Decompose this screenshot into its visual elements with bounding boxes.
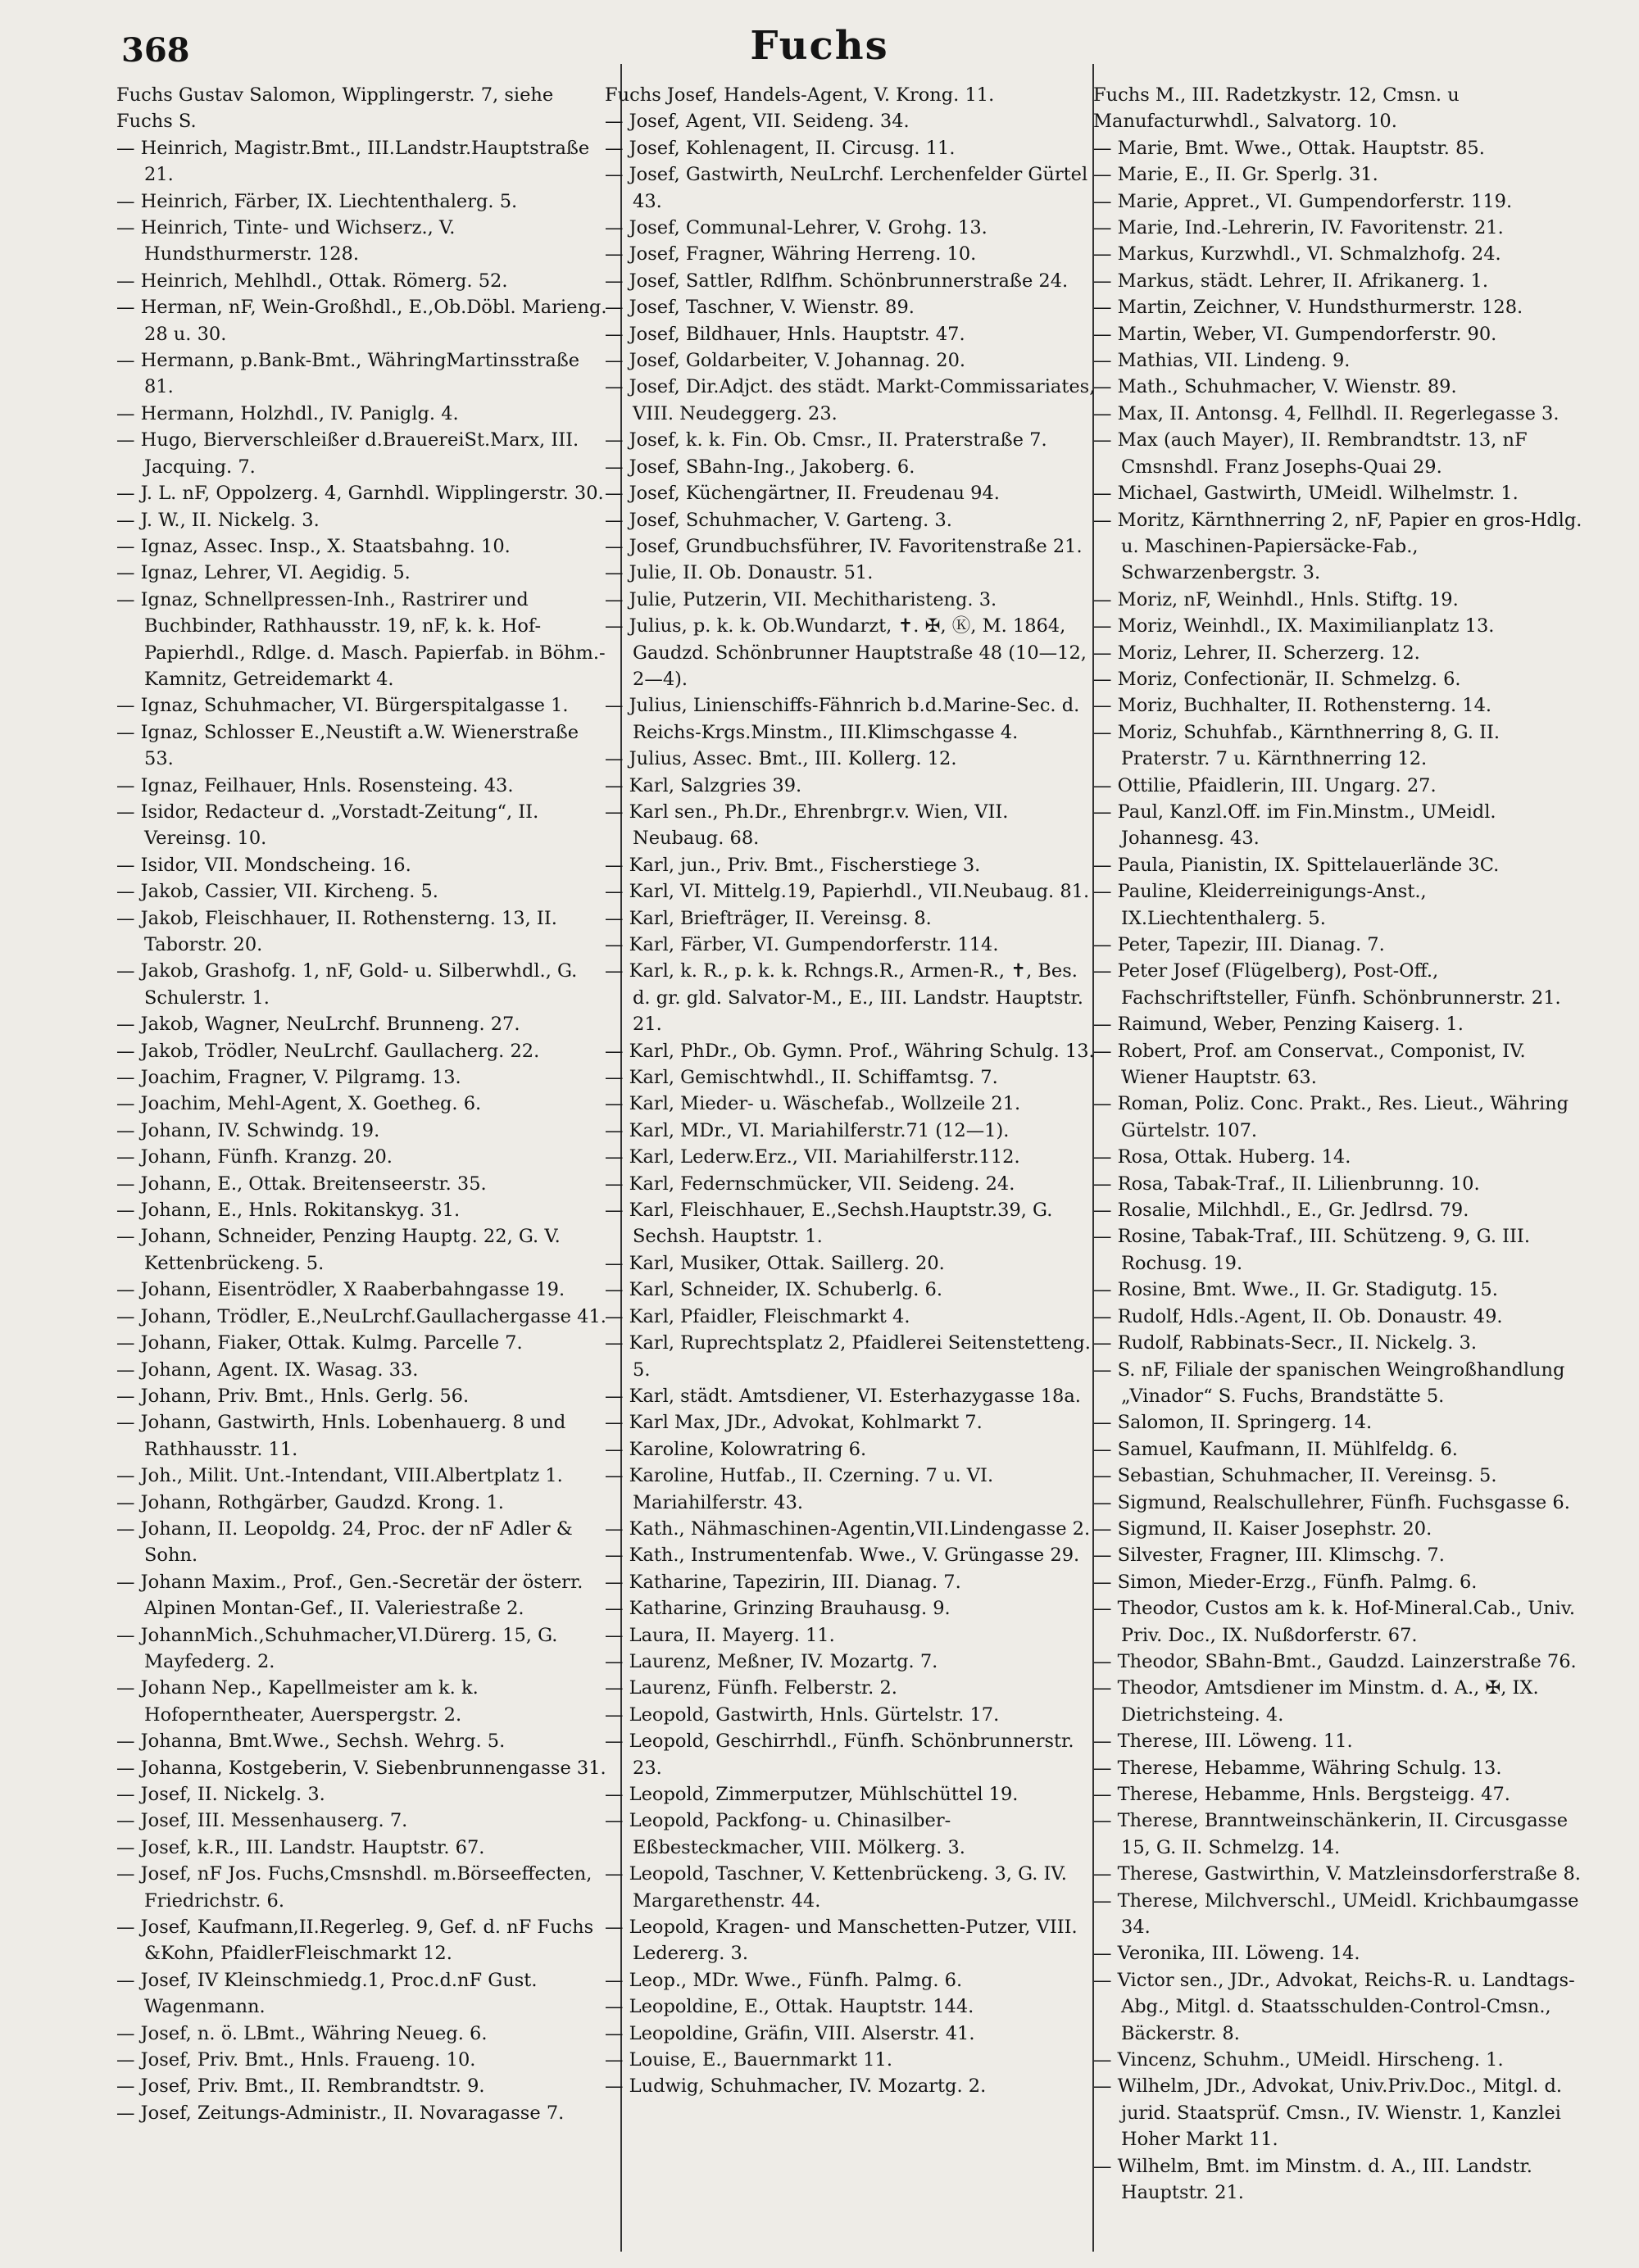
directory-entry: — Johann, Priv. Bmt., Hnls. Gerlg. 56. xyxy=(116,1385,470,1407)
directory-entry: — Markus, städt. Lehrer, II. Afrikanerg. 1. xyxy=(1093,270,1488,292)
directory-entry: — Wilhelm, JDr., Advokat, Univ.Priv.Doc., Mitgl. d. jurid. Staatsprüf. Cmsn., IV. Wienstr. 1, Kanzlei Hoher Markt 11. xyxy=(1093,2075,1563,2151)
directory-entry: — Samuel, Kaufmann, II. Mühlfeldg. 6. xyxy=(1093,1438,1458,1460)
directory-entry: — Julius, p. k. k. Ob.Wundarzt, ✝. ✠, Ⓚ, M. 1864, Gaudzd. Schönbrunner Hauptstraße 48 (10—12, 2—4). xyxy=(605,615,1087,690)
directory-entry: — Johann, Schneider, Penzing Hauptg. 22, G. V. Kettenbrückeng. 5. xyxy=(116,1226,561,1274)
directory-entry: — Ludwig, Schuhmacher, IV. Mozartg. 2. xyxy=(605,2075,987,2098)
directory-entry: — Max, II. Antonsg. 4, Fellhdl. II. Regerlegasse 3. xyxy=(1093,402,1560,424)
directory-entry: — Rosa, Tabak-Traf., II. Lilienbrunng. 10. xyxy=(1093,1173,1480,1195)
directory-entry: — Karl, Fleischhauer, E.,Sechsh.Hauptstr.39, G. Sechsh. Hauptstr. 1. xyxy=(605,1200,1053,1248)
directory-entry: — Josef, Goldarbeiter, V. Johannag. 20. xyxy=(605,350,966,372)
directory-entry: — Leopoldine, Gräfin, VIII. Alserstr. 41. xyxy=(605,2022,975,2044)
directory-entry: — Karl, PhDr., Ob. Gymn. Prof., Währing Schulg. 13. xyxy=(605,1040,1095,1062)
directory-entry: — Moriz, Confectionär, II. Schmelzg. 6. xyxy=(1093,668,1461,690)
directory-entry: — Laurenz, Meßner, IV. Mozartg. 7. xyxy=(605,1650,938,1672)
directory-entry: — Moritz, Kärnthnerring 2, nF, Papier en gros-Hdlg. u. Maschinen-Papiersäcke-Fab., Schwarzenbergstr. 3. xyxy=(1093,509,1582,584)
directory-entry: — J. W., II. Nickelg. 3. xyxy=(116,509,320,531)
directory-entry: — Josef, Taschner, V. Wienstr. 89. xyxy=(605,297,915,319)
directory-entry: — Karl, Lederw.Erz., VII. Mariahilferstr.112. xyxy=(605,1146,1020,1168)
directory-entry: — Johann, Trödler, E.,NeuLrchf.Gaullachergasse 41. xyxy=(116,1305,606,1327)
directory-entry: — J. L. nF, Oppolzerg. 4, Garnhdl. Wipplingerstr. 30. xyxy=(116,483,604,505)
directory-entry: — Josef, Priv. Bmt., Hnls. Fraueng. 10. xyxy=(116,2049,476,2071)
directory-entry: — Marie, E., II. Gr. Sperlg. 31. xyxy=(1093,164,1378,186)
directory-entry: — Laurenz, Fünfh. Felberstr. 2. xyxy=(605,1677,897,1699)
directory-entry: — Kath., Instrumentenfab. Wwe., V. Grüngasse 29. xyxy=(605,1545,1080,1567)
directory-entry: — Jakob, Cassier, VII. Kircheng. 5. xyxy=(116,881,438,903)
directory-entry: — Jakob, Fleischhauer, II. Rothensterng. 13, II. Taborstr. 20. xyxy=(116,907,557,955)
directory-entry: — Herman, nF, Wein-Großhdl., E.,Ob.Döbl. Marieng. 28 u. 30. xyxy=(116,297,607,345)
directory-entry: — Karoline, Hutfab., II. Czerning. 7 u. VI. Mariahilferstr. 43. xyxy=(605,1465,994,1513)
directory-entry: — Joh., Milit. Unt.-Intendant, VIII.Albertplatz 1. xyxy=(116,1465,563,1487)
directory-entry: — Martin, Zeichner, V. Hundsthurmerstr. 128. xyxy=(1093,297,1523,319)
directory-entry: — Leopold, Kragen- und Manschetten-Putzer, VIII. Ledererg. 3. xyxy=(605,1916,1078,1965)
directory-entry: — Therese, Gastwirthin, V. Matzleinsdorferstraße 8. xyxy=(1093,1863,1581,1885)
directory-entry: — Vincenz, Schuhm., UMeidl. Hirscheng. 1. xyxy=(1093,2049,1504,2071)
directory-entry: — Roman, Poliz. Conc. Prakt., Res. Lieut., Währing Gürtelstr. 107. xyxy=(1093,1093,1569,1141)
directory-entry: — Leopold, Taschner, V. Kettenbrückeng. 3, G. IV. Margarethenstr. 44. xyxy=(605,1863,1067,1912)
directory-entry: — Josef, III. Messenhauserg. 7. xyxy=(116,1810,408,1832)
directory-entry: — Karl, Briefträger, II. Vereinsg. 8. xyxy=(605,907,932,929)
directory-entry: — Silvester, Fragner, III. Klimschg. 7. xyxy=(1093,1545,1445,1567)
directory-entry: — Katharine, Grinzing Brauhausg. 9. xyxy=(605,1598,951,1620)
directory-entry: — Mathias, VII. Lindeng. 9. xyxy=(1093,350,1351,372)
directory-entry: — Max (auch Mayer), II. Rembrandtstr. 13, nF Cmsnshdl. Franz Josephs-Quai 29. xyxy=(1093,429,1528,478)
directory-entry: — Leopold, Zimmerputzer, Mühlschüttel 19. xyxy=(605,1784,1019,1805)
directory-entry: — Josef, IV Kleinschmiedg.1, Proc.d.nF Gust. Wagenmann. xyxy=(116,1969,538,2018)
directory-entry: — Josef, Priv. Bmt., II. Rembrandtstr. 9. xyxy=(116,2075,485,2098)
directory-entry: — Leopold, Packfong- u. Chinasilber-Eßbesteckmacher, VIII. Mölkerg. 3. xyxy=(605,1810,965,1858)
directory-entry: — Isidor, VII. Mondscheing. 16. xyxy=(116,854,411,876)
directory-entry: — Michael, Gastwirth, UMeidl. Wilhelmstr. 1. xyxy=(1093,483,1519,505)
directory-entry: — Heinrich, Mehlhdl., Ottak. Römerg. 52. xyxy=(116,270,508,292)
directory-entry: — Josef, Schuhmacher, V. Garteng. 3. xyxy=(605,509,952,531)
directory-entry: — Josef, Küchengärtner, II. Freudenau 94. xyxy=(605,483,1000,505)
directory-entry: — Julie, Putzerin, VII. Mechitharisteng. 3. xyxy=(605,588,997,610)
directory-entry: — Ignaz, Schlosser E.,Neustift a.W. Wienerstraße 53. xyxy=(116,721,579,770)
directory-entry: — Therese, III. Löweng. 11. xyxy=(1093,1730,1353,1753)
directory-entry: — Math., Schuhmacher, V. Wienstr. 89. xyxy=(1093,376,1457,398)
directory-entry: — Josef, Kaufmann,II.Regerleg. 9, Gef. d. nF Fuchs &Kohn, PfaidlerFleischmarkt 12. xyxy=(116,1916,594,1965)
directory-entry: — Heinrich, Färber, IX. Liechtenthalerg. 5. xyxy=(116,190,518,212)
directory-entry: — Peter, Tapezir, III. Dianag. 7. xyxy=(1093,934,1385,955)
directory-entry: — Theodor, Amtsdiener im Minstm. d. A., ✠, IX. Dietrichsteing. 4. xyxy=(1093,1677,1539,1726)
directory-entry: — Johann, Gastwirth, Hnls. Lobenhauerg. 8 und Rathhausstr. 11. xyxy=(116,1412,566,1460)
directory-entry: — Johann, Fiaker, Ottak. Kulmg. Parcelle 7. xyxy=(116,1332,523,1354)
directory-entry: — Jakob, Trödler, NeuLrchf. Gaullacherg. 22. xyxy=(116,1040,540,1062)
directory-entry: — Karl, Federnschmücker, VII. Seideng. 24. xyxy=(605,1173,1015,1195)
directory-entry: — Moriz, Buchhalter, II. Rothensterng. 14. xyxy=(1093,695,1492,717)
directory-entry: — Josef, Kohlenagent, II. Circusg. 11. xyxy=(605,137,956,159)
directory-entry: — Josef, Communal-Lehrer, V. Grohg. 13. xyxy=(605,217,987,239)
directory-entry: — Karl, jun., Priv. Bmt., Fischerstiege 3. xyxy=(605,854,981,876)
directory-entry: — Ignaz, Schnellpressen-Inh., Rastrirer und Buchbinder, Rathhausstr. 19, nF, k. k. Hof-Papierhdl., Rdlge. d. Masch. Papierfab. in Böhm.-Kamnitz, Getreidemarkt 4. xyxy=(116,588,606,690)
directory-entry: — Leopoldine, E., Ottak. Hauptstr. 144. xyxy=(605,1996,974,2018)
directory-entry: — Josef, Grundbuchsführer, IV. Favoritenstraße 21. xyxy=(605,535,1083,557)
directory-entry: — Karl, Schneider, IX. Schuberlg. 6. xyxy=(605,1279,942,1301)
directory-entry-lead: Fuchs Josef, Handels-Agent, V. Krong. 11. xyxy=(605,84,995,106)
column-1 xyxy=(116,82,608,2245)
directory-entry: — Paul, Kanzl.Off. im Fin.Minstm., UMeidl. Johannesg. 43. xyxy=(1093,801,1496,850)
directory-entry: — Johann, Eisentrödler, X Raaberbahngasse 19. xyxy=(116,1279,565,1301)
directory-entry: — Paula, Pianistin, IX. Spittelauerlände 3C. xyxy=(1093,854,1500,876)
directory-entry: — Ignaz, Lehrer, VI. Aegidig. 5. xyxy=(116,562,411,584)
directory-entry: — Johann, Rothgärber, Gaudzd. Krong. 1. xyxy=(116,1491,504,1513)
directory-entry: — Josef, Gastwirth, NeuLrchf. Lerchenfelder Gürtel 43. xyxy=(605,164,1088,212)
directory-entry: — Josef, k. k. Fin. Ob. Cmsr., II. Praterstraße 7. xyxy=(605,429,1047,451)
directory-entry: — Josef, Agent, VII. Seideng. 34. xyxy=(605,111,910,133)
directory-entry-lead: Fuchs M., III. Radetzkystr. 12, Cmsn. u Manufacturwhdl., Salvatorg. 10. xyxy=(1093,84,1460,133)
directory-entry: — Sigmund, II. Kaiser Josephstr. 20. xyxy=(1093,1517,1432,1540)
directory-entry: — Ottilie, Pfaidlerin, III. Ungarg. 27. xyxy=(1093,774,1437,796)
directory-entry: — Robert, Prof. am Conservat., Componist, IV. Wiener Hauptstr. 63. xyxy=(1093,1040,1526,1089)
directory-entry: — Johann Maxim., Prof., Gen.-Secretär der österr. Alpinen Montan-Gef., II. Valeriestraße 2. xyxy=(116,1571,583,1620)
directory-entry: — Pauline, Kleiderreinigungs-Anst., IX.Liechtenthalerg. 5. xyxy=(1093,881,1427,929)
directory-entry: — Theodor, Custos am k. k. Hof-Mineral.Cab., Univ. Priv. Doc., IX. Nußdorferstr. 67. xyxy=(1093,1598,1576,1646)
directory-entry: — Rudolf, Hdls.-Agent, II. Ob. Donaustr. 49. xyxy=(1093,1305,1503,1327)
directory-entry: — Karl, Musiker, Ottak. Saillerg. 20. xyxy=(605,1252,945,1274)
directory-entry: — Rudolf, Rabbinats-Secr., II. Nickelg. 3. xyxy=(1093,1332,1477,1354)
directory-entry: — Rosine, Tabak-Traf., III. Schützeng. 9, G. III. Rochusg. 19. xyxy=(1093,1226,1530,1274)
directory-entry: — S. nF, Filiale der spanischen Weingroßhandlung „Vinador“ S. Fuchs, Brandstätte 5. xyxy=(1093,1359,1565,1407)
directory-entry: — Ignaz, Feilhauer, Hnls. Rosensteing. 43. xyxy=(116,774,514,796)
directory-entry: — Therese, Hebamme, Hnls. Bergsteigg. 47. xyxy=(1093,1784,1510,1805)
directory-entry: — Karl, Färber, VI. Gumpendorferstr. 114. xyxy=(605,934,999,955)
directory-entry: — Ignaz, Assec. Insp., X. Staatsbahng. 10. xyxy=(116,535,511,557)
directory-entry: — Karoline, Kolowratring 6. xyxy=(605,1438,867,1460)
directory-entry: — Johanna, Bmt.Wwe., Sechsh. Wehrg. 5. xyxy=(116,1730,506,1753)
directory-entry: — Hermann, p.Bank-Bmt., WähringMartinsstraße 81. xyxy=(116,350,580,398)
directory-entry: — Markus, Kurzwhdl., VI. Schmalzhofg. 24. xyxy=(1093,243,1501,265)
directory-entry: — Leopold, Gastwirth, Hnls. Gürtelstr. 17. xyxy=(605,1703,1000,1726)
directory-entry: — Josef, Dir.Adjct. des städt. Markt-Commissariates, VIII. Neudeggerg. 23. xyxy=(605,376,1096,424)
directory-entry: — Peter Josef (Flügelberg), Post-Off., Fachschriftsteller, Fünfh. Schönbrunnerstr. 21. xyxy=(1093,960,1561,1009)
directory-entry: — Salomon, II. Springerg. 14. xyxy=(1093,1412,1373,1434)
directory-entry: — Karl, Gemischtwhdl., II. Schiffamtsg. 7. xyxy=(605,1067,998,1089)
directory-entry: — Josef, nF Jos. Fuchs,Cmsnshdl. m.Börseeffecten, Friedrichstr. 6. xyxy=(116,1863,592,1912)
directory-entry: — Karl sen., Ph.Dr., Ehrenbrgr.v. Wien, VII. Neubaug. 68. xyxy=(605,801,1009,850)
directory-entry: — Johann, II. Leopoldg. 24, Proc. der nF Adler & Sohn. xyxy=(116,1517,573,1567)
directory-entry: — Sigmund, Realschullehrer, Fünfh. Fuchsgasse 6. xyxy=(1093,1491,1570,1513)
directory-entry: — Johann, Agent. IX. Wasag. 33. xyxy=(116,1359,419,1381)
directory-entry: — Moriz, Weinhdl., IX. Maximilianplatz 13. xyxy=(1093,615,1495,637)
directory-entry: — Moriz, Lehrer, II. Scherzerg. 12. xyxy=(1093,642,1420,664)
directory-entry: — Kath., Nähmaschinen-Agentin,VII.Lindengasse 2. xyxy=(605,1517,1091,1540)
column-2 xyxy=(605,82,1096,2245)
directory-entry: — Josef, II. Nickelg. 3. xyxy=(116,1784,325,1805)
directory-entry: — Therese, Branntweinschänkerin, II. Circusgasse 15, G. II. Schmelzg. 14. xyxy=(1093,1810,1569,1858)
directory-entry: — Hermann, Holzhdl., IV. Paniglg. 4. xyxy=(116,402,459,424)
directory-entry: — Johann, IV. Schwindg. 19. xyxy=(116,1119,380,1141)
directory-entry: — Isidor, Redacteur d. „Vorstadt-Zeitung“, II. Vereinsg. 10. xyxy=(116,801,539,850)
directory-entry: — Josef, Zeitungs-Administr., II. Novaragasse 7. xyxy=(116,2102,565,2124)
directory-entry: — Karl, Salzgries 39. xyxy=(605,774,802,796)
page-title: Fuchs xyxy=(750,23,889,69)
directory-entry: — Josef, k.R., III. Landstr. Hauptstr. 67. xyxy=(116,1836,485,1858)
directory-entry: — Heinrich, Magistr.Bmt., III.Landstr.Hauptstraße 21. xyxy=(116,137,590,186)
directory-entry: — Johanna, Kostgeberin, V. Siebenbrunnengasse 31. xyxy=(116,1757,606,1779)
directory-entry: — Karl, MDr., VI. Mariahilferstr.71 (12—1). xyxy=(605,1119,1010,1141)
directory-entry: — Veronika, III. Löweng. 14. xyxy=(1093,1943,1360,1965)
directory-entry: — Rosalie, Milchhdl., E., Gr. Jedlrsd. 79. xyxy=(1093,1200,1469,1222)
directory-entry: — Katharine, Tapezirin, III. Dianag. 7. xyxy=(605,1571,961,1593)
directory-entry: — Karl, Ruprechtsplatz 2, Pfaidlerei Seitenstetteng. 5. xyxy=(605,1332,1091,1381)
directory-entry: — Marie, Appret., VI. Gumpendorferstr. 119. xyxy=(1093,190,1513,212)
directory-entry: — Julius, Assec. Bmt., III. Kollerg. 12. xyxy=(605,748,957,770)
directory-entry: — Julie, II. Ob. Donaustr. 51. xyxy=(605,562,874,584)
directory-entry: — Raimund, Weber, Penzing Kaiserg. 1. xyxy=(1093,1014,1464,1036)
directory-entry: — Therese, Hebamme, Währing Schulg. 13. xyxy=(1093,1757,1502,1779)
directory-entry: — Leopold, Geschirrhdl., Fünfh. Schönbrunnerstr. 23. xyxy=(605,1730,1074,1779)
page-header xyxy=(0,16,1639,74)
directory-entry: — Moriz, Schuhfab., Kärnthnerring 8, G. II. Praterstr. 7 u. Kärnthnerring 12. xyxy=(1093,721,1501,770)
directory-entry: — Karl, Mieder- u. Wäschefab., Wollzeile 21. xyxy=(605,1093,1021,1115)
directory-entry: — Theodor, SBahn-Bmt., Gaudzd. Lainzerstraße 76. xyxy=(1093,1650,1577,1672)
directory-entry: — Ignaz, Schuhmacher, VI. Bürgerspitalgasse 1. xyxy=(116,695,569,717)
directory-entry: — Johann, Fünfh. Kranzg. 20. xyxy=(116,1146,393,1168)
directory-entry: — Karl Max, JDr., Advokat, Kohlmarkt 7. xyxy=(605,1412,983,1434)
directory-entry: — Leop., MDr. Wwe., Fünfh. Palmg. 6. xyxy=(605,1969,963,1991)
directory-entry: — Sebastian, Schuhmacher, II. Vereinsg. 5. xyxy=(1093,1465,1497,1487)
directory-entry: — Louise, E., Bauernmarkt 11. xyxy=(605,2049,892,2071)
directory-entry: — Karl, VI. Mittelg.19, Papierhdl., VII.Neubaug. 81. xyxy=(605,881,1090,903)
directory-entry: — Johann, E., Ottak. Breitenseerstr. 35. xyxy=(116,1173,487,1195)
directory-entry: — JohannMich.,Schuhmacher,VI.Dürerg. 15, G. Mayfederg. 2. xyxy=(116,1624,558,1672)
column-3 xyxy=(1093,82,1585,2245)
directory-entry: — Moriz, nF, Weinhdl., Hnls. Stiftg. 19. xyxy=(1093,588,1459,610)
directory-entry: — Marie, Ind.-Lehrerin, IV. Favoritenstr. 21. xyxy=(1093,217,1504,239)
directory-entry: — Victor sen., JDr., Advokat, Reichs-R. u. Landtags-Abg., Mitgl. d. Staatsschulden-Control-Cmsn., Bäckerstr. 8. xyxy=(1093,1969,1575,2044)
directory-entry: — Jakob, Grashofg. 1, nF, Gold- u. Silberwhdl., G. Schulerstr. 1. xyxy=(116,960,578,1009)
directory-entry: — Wilhelm, Bmt. im Minstm. d. A., III. Landstr. Hauptstr. 21. xyxy=(1093,2155,1532,2204)
directory-entry: — Simon, Mieder-Erzg., Fünfh. Palmg. 6. xyxy=(1093,1571,1478,1593)
directory-entry: — Josef, n. ö. LBmt., Währing Neueg. 6. xyxy=(116,2022,488,2044)
directory-entry: — Josef, Bildhauer, Hnls. Hauptstr. 47. xyxy=(605,323,965,345)
directory-entry-lead: Fuchs Gustav Salomon, Wipplingerstr. 7, siehe Fuchs S. xyxy=(116,84,554,133)
directory-entry: — Jakob, Wagner, NeuLrchf. Brunneng. 27. xyxy=(116,1014,520,1036)
directory-entry: — Karl, Pfaidler, Fleischmarkt 4. xyxy=(605,1305,910,1327)
directory-entry: — Josef, Fragner, Währing Herreng. 10. xyxy=(605,243,977,265)
directory-entry: — Marie, Bmt. Wwe., Ottak. Hauptstr. 85. xyxy=(1093,137,1485,159)
directory-entry: — Rosa, Ottak. Huberg. 14. xyxy=(1093,1146,1351,1168)
directory-entry: — Karl, k. R., p. k. k. Rchngs.R., Armen-R., ✝, Bes. d. gr. gld. Salvator-M., E., III. Landstr. Hauptstr. 21. xyxy=(605,960,1083,1036)
directory-entry: — Johann, E., Hnls. Rokitanskyg. 31. xyxy=(116,1200,461,1222)
directory-entry: — Laura, II. Mayerg. 11. xyxy=(605,1624,835,1646)
directory-entry: — Josef, SBahn-Ing., Jakoberg. 6. xyxy=(605,456,915,478)
directory-entry: — Hugo, Bierverschleißer d.BrauereiSt.Marx, III. Jacquing. 7. xyxy=(116,429,579,478)
page-number: 368 xyxy=(121,31,190,70)
directory-entry: — Martin, Weber, VI. Gumpendorferstr. 90. xyxy=(1093,323,1497,345)
directory-entry: — Karl, städt. Amtsdiener, VI. Esterhazygasse 18a. xyxy=(605,1385,1081,1407)
directory-entry: — Julius, Linienschiffs-Fähnrich b.d.Marine-Sec. d. Reichs-Krgs.Minstm., III.Klimschgasse 4. xyxy=(605,695,1080,743)
directory-entry: — Josef, Sattler, Rdlfhm. Schönbrunnerstraße 24. xyxy=(605,270,1069,292)
directory-entry: — Johann Nep., Kapellmeister am k. k. Hofoperntheater, Auerspergstr. 2. xyxy=(116,1677,479,1726)
directory-entry: — Joachim, Fragner, V. Pilgramg. 13. xyxy=(116,1067,461,1089)
directory-entry: — Joachim, Mehl-Agent, X. Goetheg. 6. xyxy=(116,1093,482,1115)
directory-entry: — Heinrich, Tinte- und Wichserz., V. Hundsthurmerstr. 128. xyxy=(116,217,456,265)
directory-entry: — Rosine, Bmt. Wwe., II. Gr. Stadigutg. 15. xyxy=(1093,1279,1498,1301)
directory-entry: — Therese, Milchverschl., UMeidl. Krichbaumgasse 34. xyxy=(1093,1889,1579,1939)
